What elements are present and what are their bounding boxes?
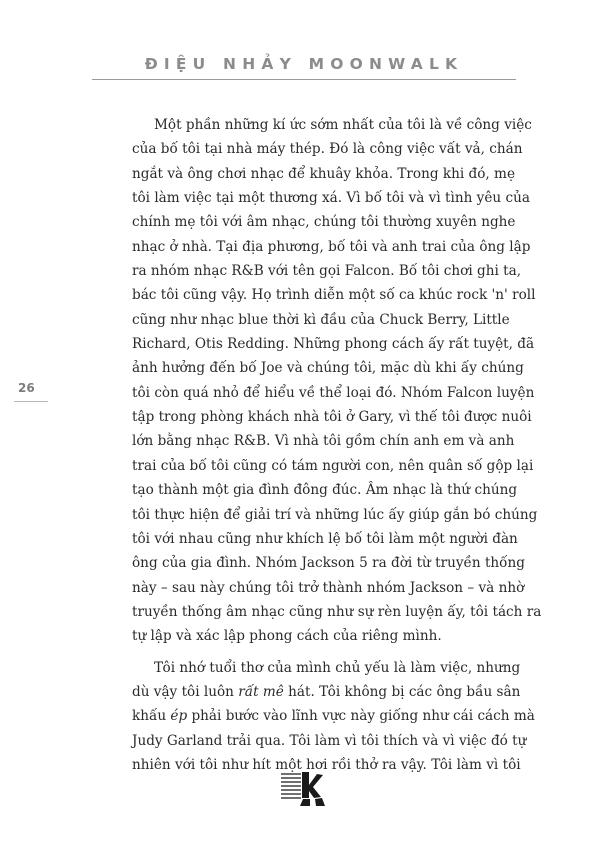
paragraph-1-line-18: tôi với nhau cũng như khích lệ bố tôi làm một người đàn (132, 530, 518, 547)
paragraph-2-line-5: nhiên với tôi như hít một hơi rồi thở ra vậy. Tôi làm vì tôi (132, 756, 521, 773)
paragraph-1-line-9: cũng như nhạc blue thời kì đầu của Chuck Berry, Little (132, 311, 510, 328)
paragraph-2 (132, 656, 535, 778)
paragraph-1-line-13: tập trong phòng khách nhà tôi ở Gary, vì thế tôi được nuôi (132, 409, 532, 426)
paragraph-1-line-7: ra nhóm nhạc R&B với tên gọi Falcon. Bố tôi chơi ghi ta, (132, 263, 522, 280)
text-run: khấu (132, 708, 171, 725)
paragraph-1-line-11: ảnh hưởng đến bố Joe và chúng tôi, mặc dù khi ấy chúng (132, 360, 524, 377)
paragraph-1-line-17: tôi thực hiện để giải trí và những lúc ấy giúp gắn bó chúng (132, 506, 538, 523)
paragraph-1-line-1: Một phần những kí ức sớm nhất của tôi là về công việc (154, 117, 532, 133)
page-number-divider (14, 401, 48, 402)
paragraph-1-line-12: tôi còn quá nhỏ để hiểu về thể loại đó. Nhóm Falcon luyện (132, 384, 535, 401)
paragraph-1-line-4: tôi làm việc tại một thương xá. Vì bố tôi và vì tình yêu của (132, 190, 530, 207)
paragraph-2-line-3 (132, 704, 535, 728)
text-run: dù vậy tôi luôn (132, 683, 239, 700)
paragraph-1-line-21: truyền thống âm nhạc cũng như sự rèn luyện ấy, tôi tách ra (132, 603, 542, 620)
running-header-title: ĐIỆU NHẢY MOONWALK (144, 55, 464, 73)
paragraph-1-line-15: trai của bố tôi cũng có tám người con, nên quân số gộp lại (132, 457, 534, 474)
emphasis-text: ép (170, 708, 188, 725)
page-number: 26 (18, 381, 35, 395)
paragraph-2-line-1: Tôi nhớ tuổi thơ của mình chủ yếu là làm việc, nhưng (154, 659, 521, 676)
paragraph-1-line-3: ngắt và ông chơi nhạc để khuây khỏa. Trong khi đó, mẹ (132, 165, 515, 182)
paragraph-1-line-5: chính mẹ tôi với âm nhạc, chúng tôi thường xuyên nghe (132, 214, 516, 231)
paragraph-1-line-6: nhạc ở nhà. Tại địa phương, bố tôi và anh trai của ông lập (132, 238, 531, 255)
paragraph-1-line-14: lớn bằng nhạc R&B. Vì nhà tôi gồm chín anh em và anh (132, 433, 515, 450)
text-run: hát. Tôi không bị các ông bầu sân (283, 683, 521, 700)
paragraph-2-line-4: Judy Garland trải qua. Tôi làm vì tôi thích và vì việc đó tự (132, 732, 527, 749)
emphasis-text: rất mê (238, 683, 284, 700)
text-run: phải bước vào lĩnh vực này giống như cái cách mà (187, 708, 535, 725)
paragraph-1-line-8: bác tôi cũng vậy. Họ trình diễn một số ca khúc rock 'n' roll (132, 287, 536, 304)
header-divider (92, 79, 516, 80)
moonwalk-dancer-logo-icon (281, 771, 329, 807)
paragraph-1-line-16: tạo thành một gia đình đông đúc. Âm nhạc là thứ chúng (132, 482, 518, 499)
paragraph-2-line-2 (132, 680, 521, 704)
paragraph-1 (132, 113, 542, 649)
paragraph-1-line-19: ông của gia đình. Nhóm Jackson 5 ra đời từ truyền thống (132, 555, 525, 572)
body-text (132, 113, 542, 777)
paragraph-1-line-2: của bố tôi tại nhà máy thép. Đó là công việc vất vả, chán (132, 141, 523, 158)
paragraph-1-line-10: Richard, Otis Redding. Những phong cách ấy rất tuyệt, đã (132, 336, 535, 353)
paragraph-1-line-20: này – sau này chúng tôi trở thành nhóm Jackson – và nhờ (132, 579, 525, 596)
paragraph-1-line-22: tự lập và xác lập phong cách của riêng mình. (132, 628, 442, 645)
